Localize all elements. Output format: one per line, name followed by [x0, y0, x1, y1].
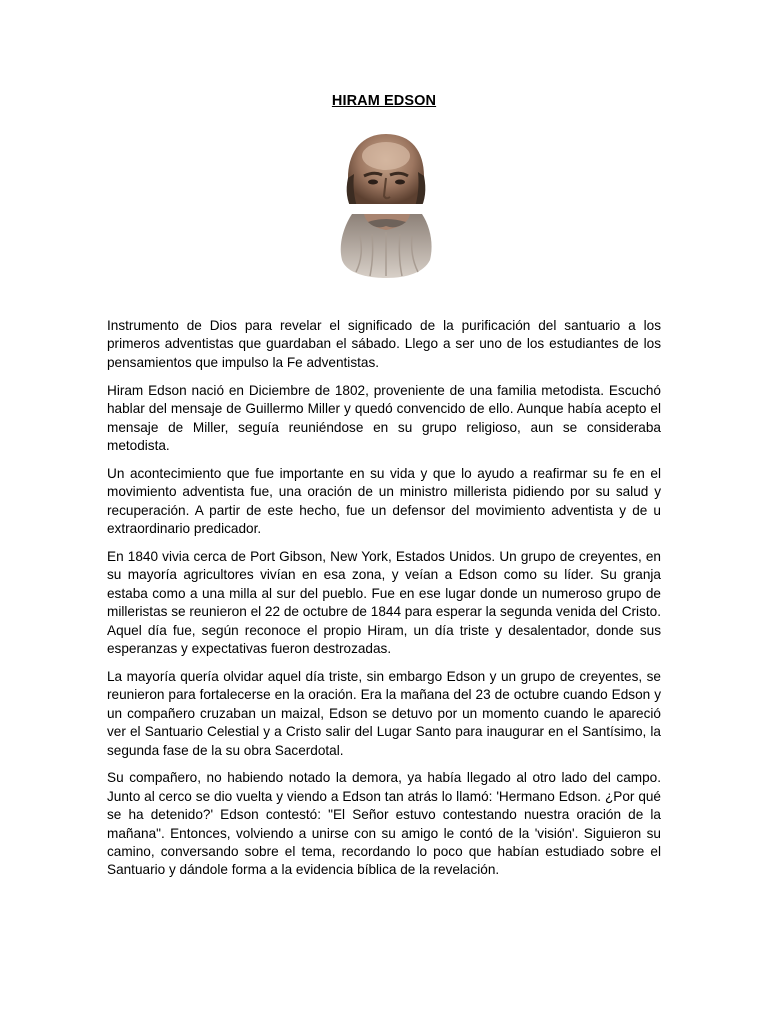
paragraph: La mayoría quería olvidar aquel día triste, sin embargo Edson y un grupo de creyentes, se reunieron para fortalecerse en la oración. Era la mañana del 23 de octubre cuando Edson y un compañero cruzaban un maizal, Edson se detuvo por un momento cuando le apareció ver el Santuario Celestial y a Cristo salir del Lugar Santo para inaugurar en el Santísimo, la segunda fase de la su obra Sacerdotal.	[107, 668, 661, 758]
page-title: HIRAM EDSON	[331, 93, 437, 109]
paragraph: En 1840 vivia cerca de Port Gibson, New York, Estados Unidos. Un grupo de creyentes, en su mayoría agricultores vivían en esa zona, y veían a Edson como su líder. Su granja estaba como a una milla al sur del pueblo. Fue en ese lugar donde un numeroso grupo de milleristas se reunieron el 22 de octubre de 1844 para esperar la segunda venida del Cristo. Aquel día fue, según reconoce el propio Hiram, un día triste y desalentador, donde sus esperanzas y expectativas fueron destrozadas.	[107, 548, 661, 656]
paragraph: Un acontecimiento que fue importante en su vida y que lo ayudo a reafirmar su fe en el movimiento adventista fue, una oración de un ministro millerista pidiendo por su salud y recuperación. A partir de este hecho, fue un defensor del movimiento adventista y de u extraordinario predicador.	[107, 465, 661, 537]
article-body	[107, 317, 661, 889]
paragraph: Hiram Edson nació en Diciembre de 1802, proveniente de una familia metodista. Escuchó hablar del mensaje de Guillermo Miller y quedó convencido de ello. Aunque había acepto el mensaje de Miller, seguía reuniéndose en su grupo religioso, aun se consideraba metodista.	[107, 382, 661, 453]
paragraph: Su compañero, no habiendo notado la demora, ya había llegado al otro lado del campo. Junto al cerco se dio vuelta y viendo a Edson tan atrás lo llamó: 'Hermano Edson. ¿Por qué se ha detenido?' Edson contestó: "El Señor estuvo contestando nuestra oración de la mañana". Entonces, volviendo a unirse con su amigo le contó de la 'visión'. Siguieron su camino, conversando sobre el tema, recordando lo poco que habían estudiado sobre el Santuario y dándole forma a la evidencia bíblica de la revelación.	[107, 770, 661, 878]
paragraph: Instrumento de Dios para revelar el significado de la purificación del santuario a los primeros adventistas que guardaban el sábado. Llego a ser uno de los estudiantes de los pensamientos que impulso la Fe adventistas.	[107, 318, 661, 370]
portrait-image	[330, 126, 442, 278]
